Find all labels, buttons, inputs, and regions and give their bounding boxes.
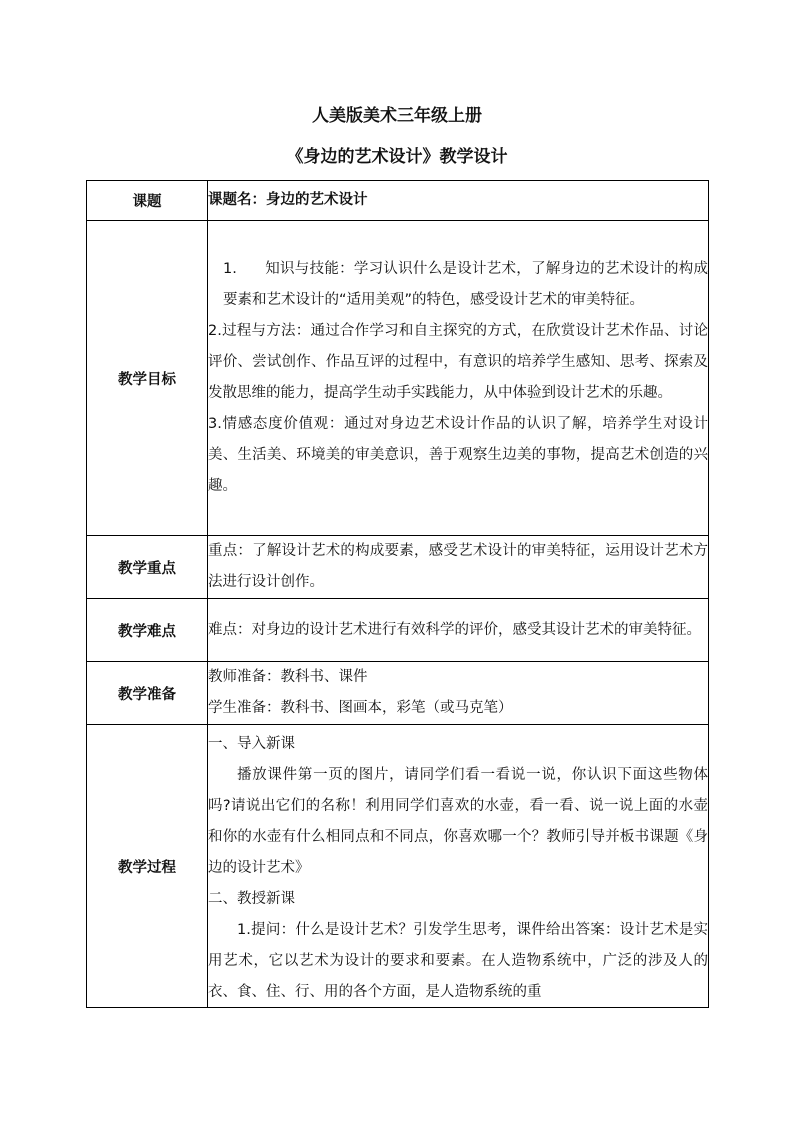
lesson-plan-table [86,180,709,1008]
table-row-difficulties [87,599,709,662]
process-section-1: 一、导入新课 [208,735,295,752]
process-text-box [208,729,708,1004]
table-row-goals [87,221,709,536]
content-process [208,725,709,1008]
document-title: 人美版美术三年级上册 [312,106,482,126]
document-subtitle: 《身边的艺术设计》教学设计 [286,147,508,167]
table-row-topic [87,181,709,221]
content-topic: 课题名：身边的艺术设计 [208,181,709,221]
table-row-key-points [87,536,709,599]
goal-item-2: 2.过程与方法：通过合作学习和自主探究的方式，在欣赏设计艺术作品、讨论评价、尝试创作、作品互评的过程中，有意识的培养学生感知、思考、探索及发散思维的能力，提高学生动手实践能力，从中体验到设计艺术的乐趣。 [208,323,708,401]
label-process: 教学过程 [87,725,208,1008]
table-row-process [87,725,709,1008]
label-key-points: 教学重点 [87,536,208,599]
goal-item-1 [208,254,708,316]
label-difficulties: 教学难点 [87,599,208,662]
label-topic: 课题 [87,181,208,221]
teacher-preparation: 教师准备：教科书、课件 [208,669,368,685]
process-paragraph-1: 播放课件第一页的图片，请同学们看一看说一说，你认识下面这些物体吗?请说出它们的名称！利用同学们喜欢的水壶，看一看、说一说上面的水壶和你的水壶有什么相同点和不同点，你喜欢哪一个？教师引导并板书课题《身边的设计艺术》 [208,766,708,876]
goal-item-3: 3.情感态度价值观：通过对身边艺术设计作品的认识了解，培养学生对设计美、生活美、环境美的审美意识，善于观察生边美的事物，提高艺术创造的兴趣。 [208,416,708,494]
content-preparation [208,662,709,725]
label-goals: 教学目标 [87,221,208,536]
content-key-points: 重点：了解设计艺术的构成要素，感受艺术设计的审美特征，运用设计艺术方法进行设计创作。 [208,536,709,599]
student-preparation: 学生准备：教科书、图画本，彩笔（或马克笔） [208,700,513,716]
content-difficulties: 难点：对身边的设计艺术进行有效科学的评价，感受其设计艺术的审美特征。 [208,599,709,662]
process-section-2: 二、教授新课 [208,890,295,907]
table-row-preparation [87,662,709,725]
content-goals [208,221,709,536]
goal-item-1-number: 1. [223,261,237,277]
process-paragraph-2: 1.提问：什么是设计艺术？引发学生思考，课件给出答案：设计艺术是实用艺术，它以艺术为设计的要求和要素。在人造物系统中，广泛的涉及人的衣、食、住、行、用的各个方面，是人造物系统的重 [208,921,708,1000]
label-preparation: 教学准备 [87,662,208,725]
goal-item-1-text: 知识与技能：学习认识什么是设计艺术，了解身边的艺术设计的构成要素和艺术设计的“适用美观”的特色，感受设计艺术的审美特征。 [223,261,708,308]
